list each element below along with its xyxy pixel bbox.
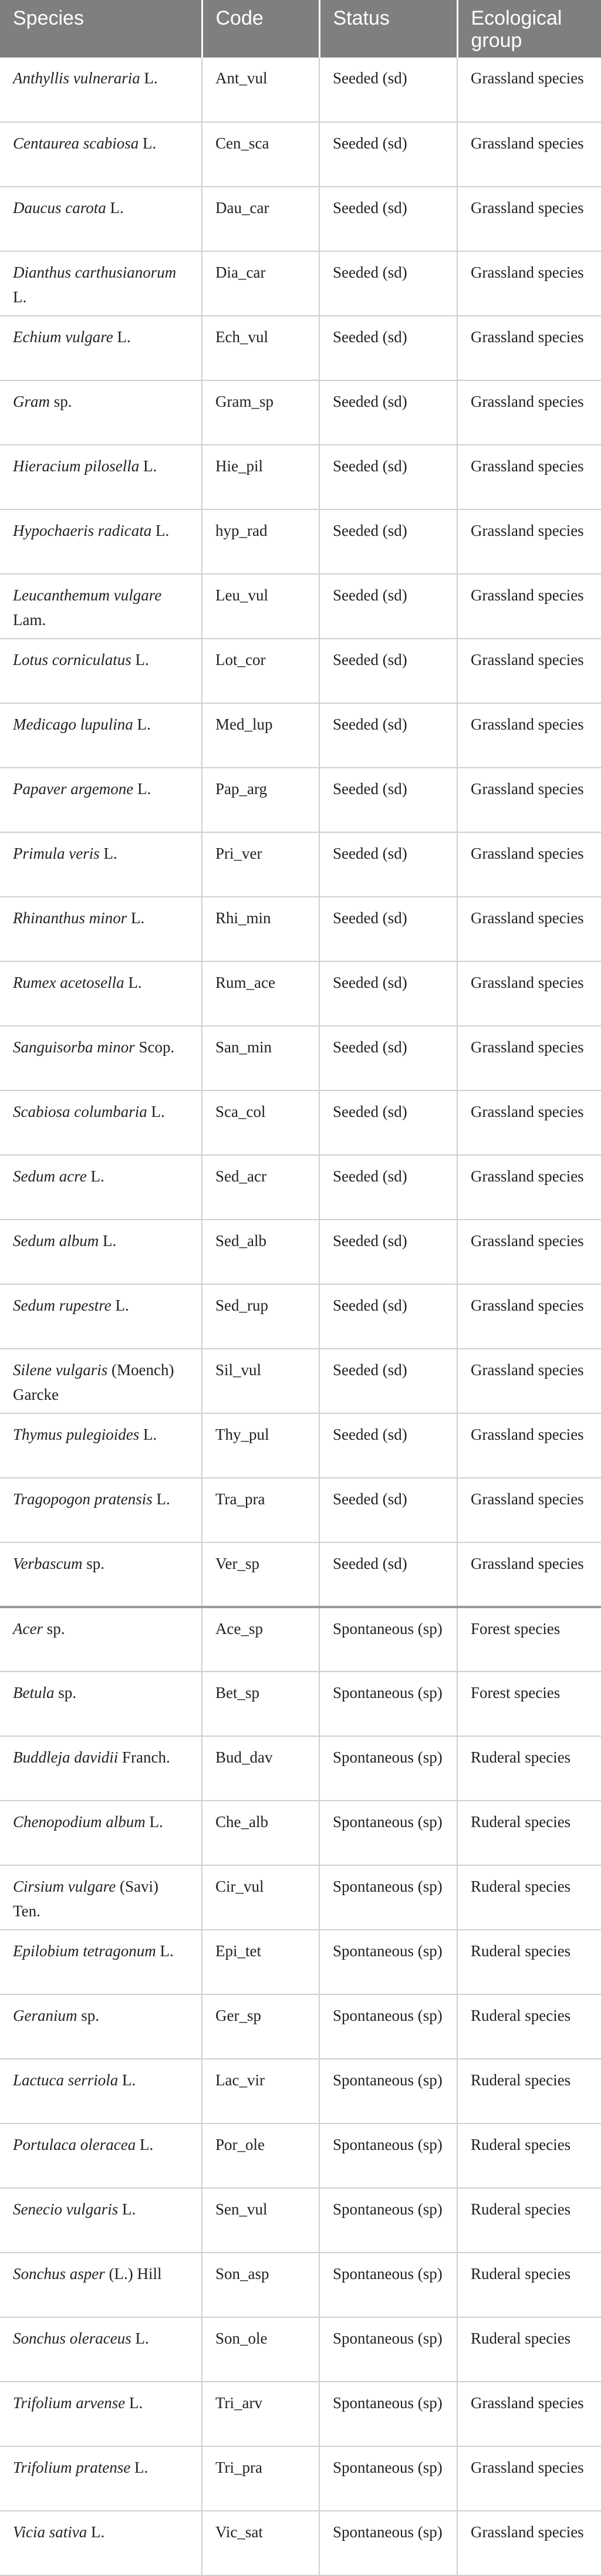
ecological-group-cell: Grassland species	[457, 961, 601, 1026]
species-cell	[0, 703, 202, 768]
species-cell	[0, 1026, 202, 1091]
code-cell: Che_alb	[202, 1801, 319, 1865]
table-row	[0, 2382, 601, 2446]
code-cell: Rhi_min	[202, 897, 319, 961]
table-row	[0, 1220, 601, 1284]
code-cell: Tra_pra	[202, 1478, 319, 1542]
species-cell	[0, 2253, 202, 2317]
ecological-group-cell: Ruderal species	[457, 1736, 601, 1801]
code-cell: Thy_pul	[202, 1413, 319, 1478]
ecological-group-cell: Grassland species	[457, 187, 601, 251]
species-authority: L.	[86, 1167, 104, 1185]
species-cell	[0, 1413, 202, 1478]
species-authority: L.	[131, 651, 149, 669]
species-cell	[0, 58, 202, 122]
status-cell: Spontaneous (sp)	[319, 1672, 457, 1736]
ecological-group-cell: Grassland species	[457, 574, 601, 639]
species-scientific-name: Rhinanthus minor	[13, 909, 127, 927]
table-row	[0, 445, 601, 509]
table-row	[0, 768, 601, 832]
table-row	[0, 380, 601, 445]
species-scientific-name: Centaurea scabiosa	[13, 134, 139, 152]
ecological-group-cell: Forest species	[457, 1672, 601, 1736]
code-cell: Cen_sca	[202, 122, 319, 187]
species-authority: L.	[87, 2523, 105, 2541]
species-scientific-name: Trifolium pratense	[13, 2459, 131, 2476]
table-row	[0, 2446, 601, 2511]
ecological-group-cell: Grassland species	[457, 380, 601, 445]
species-cell	[0, 2123, 202, 2188]
ecological-group-cell: Grassland species	[457, 1478, 601, 1542]
ecological-group-cell: Ruderal species	[457, 2059, 601, 2123]
ecological-group-cell: Grassland species	[457, 1091, 601, 1155]
species-scientific-name: Medicago lupulina	[13, 715, 133, 733]
status-cell: Seeded (sd)	[319, 1478, 457, 1542]
species-authority: L.	[113, 328, 131, 346]
species-scientific-name: Papaver argemone	[13, 780, 134, 798]
code-cell: Lot_cor	[202, 639, 319, 703]
species-authority: L.	[13, 288, 27, 306]
table-row	[0, 1607, 601, 1672]
table-row	[0, 2188, 601, 2253]
species-cell	[0, 1220, 202, 1284]
table-row	[0, 1994, 601, 2059]
code-cell: Ger_sp	[202, 1994, 319, 2059]
table-row	[0, 961, 601, 1026]
status-cell: Spontaneous (sp)	[319, 1994, 457, 2059]
table-row	[0, 574, 601, 639]
table-row	[0, 1736, 601, 1801]
header-status: Status	[319, 0, 457, 58]
table-row	[0, 1155, 601, 1220]
table-row	[0, 639, 601, 703]
ecological-group-cell: Grassland species	[457, 316, 601, 380]
ecological-group-cell: Grassland species	[457, 639, 601, 703]
status-cell: Seeded (sd)	[319, 961, 457, 1026]
code-cell: Sca_col	[202, 1091, 319, 1155]
species-scientific-name: Dianthus carthusianorum	[13, 264, 177, 281]
ecological-group-cell: Forest species	[457, 1607, 601, 1672]
status-cell: Spontaneous (sp)	[319, 2253, 457, 2317]
status-cell: Seeded (sd)	[319, 1284, 457, 1349]
code-cell: Cir_vul	[202, 1865, 319, 1930]
species-scientific-name: Daucus carota	[13, 199, 106, 217]
species-authority: L.	[111, 1297, 129, 1314]
status-cell: Spontaneous (sp)	[319, 2446, 457, 2511]
status-cell: Seeded (sd)	[319, 1413, 457, 1478]
code-cell: Sed_rup	[202, 1284, 319, 1349]
species-scientific-name: Hieracium pilosella	[13, 457, 140, 475]
ecological-group-cell: Ruderal species	[457, 2317, 601, 2382]
species-cell	[0, 897, 202, 961]
ecological-group-cell: Grassland species	[457, 1155, 601, 1220]
species-authority: L.	[127, 909, 145, 927]
species-cell	[0, 1542, 202, 1607]
ecological-group-cell: Grassland species	[457, 122, 601, 187]
species-scientific-name: Epilobium tetragonum	[13, 1942, 156, 1960]
species-scientific-name: Lotus corniculatus	[13, 651, 131, 669]
code-cell: Gram_sp	[202, 380, 319, 445]
table-row	[0, 1091, 601, 1155]
header-ecological-group: Ecological group	[457, 0, 601, 58]
species-authority: L.	[124, 974, 142, 991]
code-cell: Por_ole	[202, 2123, 319, 2188]
species-scientific-name: Gram	[13, 393, 50, 410]
code-cell: Ant_vul	[202, 58, 319, 122]
species-authority: sp.	[77, 2007, 100, 2024]
species-scientific-name: Hypochaeris radicata	[13, 522, 152, 539]
table-row	[0, 316, 601, 380]
code-cell: Sed_acr	[202, 1155, 319, 1220]
status-cell: Seeded (sd)	[319, 1091, 457, 1155]
species-cell	[0, 2059, 202, 2123]
code-cell: Leu_vul	[202, 574, 319, 639]
code-cell: Pap_arg	[202, 768, 319, 832]
status-cell: Seeded (sd)	[319, 574, 457, 639]
status-cell: Spontaneous (sp)	[319, 2511, 457, 2575]
species-scientific-name: Acer	[13, 1620, 43, 1638]
species-cell	[0, 1736, 202, 1801]
ecological-group-cell: Ruderal species	[457, 1801, 601, 1865]
ecological-group-cell: Ruderal species	[457, 1865, 601, 1930]
status-cell: Seeded (sd)	[319, 445, 457, 509]
ecological-group-cell: Grassland species	[457, 2382, 601, 2446]
table-row	[0, 1865, 601, 1930]
ecological-group-cell: Grassland species	[457, 445, 601, 509]
species-cell	[0, 2188, 202, 2253]
header-code: Code	[202, 0, 319, 58]
ecological-group-cell: Grassland species	[457, 897, 601, 961]
code-cell: San_min	[202, 1026, 319, 1091]
species-scientific-name: Tragopogon pratensis	[13, 1490, 153, 1508]
status-cell: Spontaneous (sp)	[319, 1801, 457, 1865]
code-cell: Sen_vul	[202, 2188, 319, 2253]
species-authority: L.	[99, 1232, 117, 1250]
species-authority: Franch.	[118, 1748, 170, 1766]
species-cell	[0, 509, 202, 574]
code-cell: Rum_ace	[202, 961, 319, 1026]
table-row	[0, 2253, 601, 2317]
ecological-group-cell: Ruderal species	[457, 1994, 601, 2059]
code-cell: Bet_sp	[202, 1672, 319, 1736]
table-row	[0, 1930, 601, 1994]
species-authority: L.	[136, 2136, 154, 2153]
code-cell: Ech_vul	[202, 316, 319, 380]
code-cell: Sed_alb	[202, 1220, 319, 1284]
species-scientific-name: Portulaca oleracea	[13, 2136, 136, 2153]
species-authority: L.	[151, 522, 170, 539]
status-cell: Seeded (sd)	[319, 380, 457, 445]
status-cell: Spontaneous (sp)	[319, 1736, 457, 1801]
species-authority: Lam.	[13, 611, 46, 629]
ecological-group-cell: Grassland species	[457, 251, 601, 316]
species-scientific-name: Sanguisorba minor	[13, 1038, 135, 1056]
status-cell: Seeded (sd)	[319, 703, 457, 768]
species-cell	[0, 2317, 202, 2382]
header-row	[0, 0, 601, 58]
code-cell: Med_lup	[202, 703, 319, 768]
code-cell: Dia_car	[202, 251, 319, 316]
species-authority: L.	[133, 780, 151, 798]
species-scientific-name: Sonchus asper	[13, 2265, 105, 2283]
status-cell: Spontaneous (sp)	[319, 2059, 457, 2123]
ecological-group-cell: Grassland species	[457, 1220, 601, 1284]
species-scientific-name: Geranium	[13, 2007, 77, 2024]
ecological-group-cell: Grassland species	[457, 1026, 601, 1091]
species-scientific-name: Sonchus oleraceus	[13, 2329, 131, 2347]
status-cell: Spontaneous (sp)	[319, 2317, 457, 2382]
species-authority: L.	[131, 2329, 149, 2347]
species-scientific-name: Betula	[13, 1684, 55, 1701]
status-cell: Seeded (sd)	[319, 58, 457, 122]
species-scientific-name: Lactuca serriola	[13, 2071, 119, 2089]
table-body	[0, 58, 601, 2575]
species-cell	[0, 1865, 202, 1930]
species-authority: L.	[152, 1490, 170, 1508]
table-row	[0, 2059, 601, 2123]
status-cell: Seeded (sd)	[319, 187, 457, 251]
species-cell	[0, 122, 202, 187]
species-authority: Scop.	[134, 1038, 175, 1056]
status-cell: Seeded (sd)	[319, 122, 457, 187]
table-row	[0, 2123, 601, 2188]
species-cell	[0, 1091, 202, 1155]
species-authority: sp.	[42, 1620, 65, 1638]
species-authority: L.	[139, 1426, 157, 1443]
ecological-group-cell: Ruderal species	[457, 2188, 601, 2253]
ecological-group-cell: Ruderal species	[457, 1930, 601, 1994]
table-row	[0, 1413, 601, 1478]
species-cell	[0, 1930, 202, 1994]
status-cell: Spontaneous (sp)	[319, 2382, 457, 2446]
ecological-group-cell: Ruderal species	[457, 2253, 601, 2317]
status-cell: Spontaneous (sp)	[319, 2188, 457, 2253]
ecological-group-cell: Grassland species	[457, 509, 601, 574]
species-authority: sp.	[54, 1684, 76, 1701]
species-authority: sp.	[82, 1555, 104, 1572]
table-row	[0, 251, 601, 316]
species-scientific-name: Rumex acetosella	[13, 974, 124, 991]
ecological-group-cell: Grassland species	[457, 1542, 601, 1607]
species-cell	[0, 832, 202, 897]
species-scientific-name: Leucanthemum vulgare	[13, 586, 162, 604]
species-scientific-name: Echium vulgare	[13, 328, 113, 346]
species-cell	[0, 768, 202, 832]
species-cell	[0, 1672, 202, 1736]
species-cell	[0, 445, 202, 509]
table-row	[0, 897, 601, 961]
species-cell	[0, 639, 202, 703]
table-row	[0, 509, 601, 574]
species-authority: L.	[139, 134, 157, 152]
species-cell	[0, 380, 202, 445]
status-cell: Seeded (sd)	[319, 1026, 457, 1091]
species-authority: L.	[99, 845, 117, 862]
table-row	[0, 1026, 601, 1091]
species-scientific-name: Sedum album	[13, 1232, 99, 1250]
table-row	[0, 1478, 601, 1542]
species-authority: L.	[140, 69, 158, 87]
species-scientific-name: Verbascum	[13, 1555, 83, 1572]
code-cell: Son_asp	[202, 2253, 319, 2317]
table-row	[0, 2511, 601, 2575]
species-cell	[0, 1478, 202, 1542]
species-authority: L.	[139, 457, 157, 475]
species-scientific-name: Chenopodium album	[13, 1813, 146, 1831]
table-row	[0, 703, 601, 768]
ecological-group-cell: Grassland species	[457, 1284, 601, 1349]
table-row	[0, 187, 601, 251]
species-cell	[0, 2511, 202, 2575]
code-cell: Ver_sp	[202, 1542, 319, 1607]
species-authority: L.	[130, 2459, 148, 2476]
species-authority: L.	[133, 715, 151, 733]
species-cell	[0, 1994, 202, 2059]
ecological-group-cell: Grassland species	[457, 2511, 601, 2575]
status-cell: Spontaneous (sp)	[319, 1930, 457, 1994]
species-cell	[0, 574, 202, 639]
species-cell	[0, 1155, 202, 1220]
status-cell: Seeded (sd)	[319, 251, 457, 316]
code-cell: Vic_sat	[202, 2511, 319, 2575]
code-cell: Bud_dav	[202, 1736, 319, 1801]
species-cell	[0, 316, 202, 380]
table-row	[0, 2317, 601, 2382]
ecological-group-cell: Grassland species	[457, 2446, 601, 2511]
code-cell: Hie_pil	[202, 445, 319, 509]
species-authority: (L.) Hill	[104, 2265, 162, 2283]
species-scientific-name: Vicia sativa	[13, 2523, 87, 2541]
species-cell	[0, 1801, 202, 1865]
species-authority: L.	[147, 1103, 165, 1120]
table-row	[0, 1349, 601, 1413]
species-authority: L.	[106, 199, 124, 217]
species-cell	[0, 1349, 202, 1413]
species-cell	[0, 187, 202, 251]
species-scientific-name: Sedum acre	[13, 1167, 87, 1185]
species-scientific-name: Senecio vulgaris	[13, 2200, 119, 2218]
species-cell	[0, 251, 202, 316]
status-cell: Seeded (sd)	[319, 1155, 457, 1220]
ecological-group-cell: Grassland species	[457, 703, 601, 768]
status-cell: Spontaneous (sp)	[319, 1865, 457, 1930]
species-authority: L.	[118, 2071, 136, 2089]
ecological-group-cell: Ruderal species	[457, 2123, 601, 2188]
status-cell: Seeded (sd)	[319, 1220, 457, 1284]
species-cell	[0, 2446, 202, 2511]
species-scientific-name: Sedum rupestre	[13, 1297, 112, 1314]
code-cell: hyp_rad	[202, 509, 319, 574]
species-authority: L.	[125, 2394, 143, 2412]
ecological-group-cell: Grassland species	[457, 1349, 601, 1413]
species-authority: L.	[156, 1942, 174, 1960]
table-row	[0, 58, 601, 122]
species-cell	[0, 1284, 202, 1349]
species-scientific-name: Buddleja davidii	[13, 1748, 119, 1766]
ecological-group-cell: Grassland species	[457, 768, 601, 832]
status-cell: Spontaneous (sp)	[319, 2123, 457, 2188]
code-cell: Tri_pra	[202, 2446, 319, 2511]
status-cell: Seeded (sd)	[319, 1349, 457, 1413]
code-cell: Pri_ver	[202, 832, 319, 897]
status-cell: Seeded (sd)	[319, 897, 457, 961]
table-row	[0, 122, 601, 187]
species-authority: sp.	[50, 393, 72, 410]
status-cell: Seeded (sd)	[319, 1542, 457, 1607]
table-row	[0, 1542, 601, 1607]
species-authority: L.	[145, 1813, 163, 1831]
code-cell: Ace_sp	[202, 1607, 319, 1672]
species-authority: (Moench) Garcke	[13, 1361, 174, 1403]
code-cell: Sil_vul	[202, 1349, 319, 1413]
header-species: Species	[0, 0, 202, 58]
ecological-group-cell: Grassland species	[457, 832, 601, 897]
code-cell: Dau_car	[202, 187, 319, 251]
species-cell	[0, 961, 202, 1026]
code-cell: Tri_arv	[202, 2382, 319, 2446]
species-scientific-name: Thymus pulegioides	[13, 1426, 140, 1443]
code-cell: Epi_tet	[202, 1930, 319, 1994]
species-authority: (Savi) Ten.	[13, 1878, 158, 1920]
status-cell: Seeded (sd)	[319, 639, 457, 703]
table-row	[0, 1284, 601, 1349]
table-row	[0, 832, 601, 897]
code-cell: Lac_vir	[202, 2059, 319, 2123]
species-scientific-name: Cirsium vulgare	[13, 1878, 116, 1895]
ecological-group-cell: Grassland species	[457, 58, 601, 122]
species-cell	[0, 1607, 202, 1672]
code-cell: Son_ole	[202, 2317, 319, 2382]
ecological-group-cell: Grassland species	[457, 1413, 601, 1478]
status-cell: Spontaneous (sp)	[319, 1607, 457, 1672]
status-cell: Seeded (sd)	[319, 509, 457, 574]
species-scientific-name: Silene vulgaris	[13, 1361, 108, 1379]
species-scientific-name: Anthyllis vulneraria	[13, 69, 140, 87]
species-cell	[0, 2382, 202, 2446]
table-row	[0, 1672, 601, 1736]
species-scientific-name: Trifolium arvense	[13, 2394, 126, 2412]
species-scientific-name: Primula veris	[13, 845, 100, 862]
status-cell: Seeded (sd)	[319, 316, 457, 380]
status-cell: Seeded (sd)	[319, 832, 457, 897]
species-scientific-name: Scabiosa columbaria	[13, 1103, 147, 1120]
species-authority: L.	[118, 2200, 136, 2218]
status-cell: Seeded (sd)	[319, 768, 457, 832]
table-row	[0, 1801, 601, 1865]
